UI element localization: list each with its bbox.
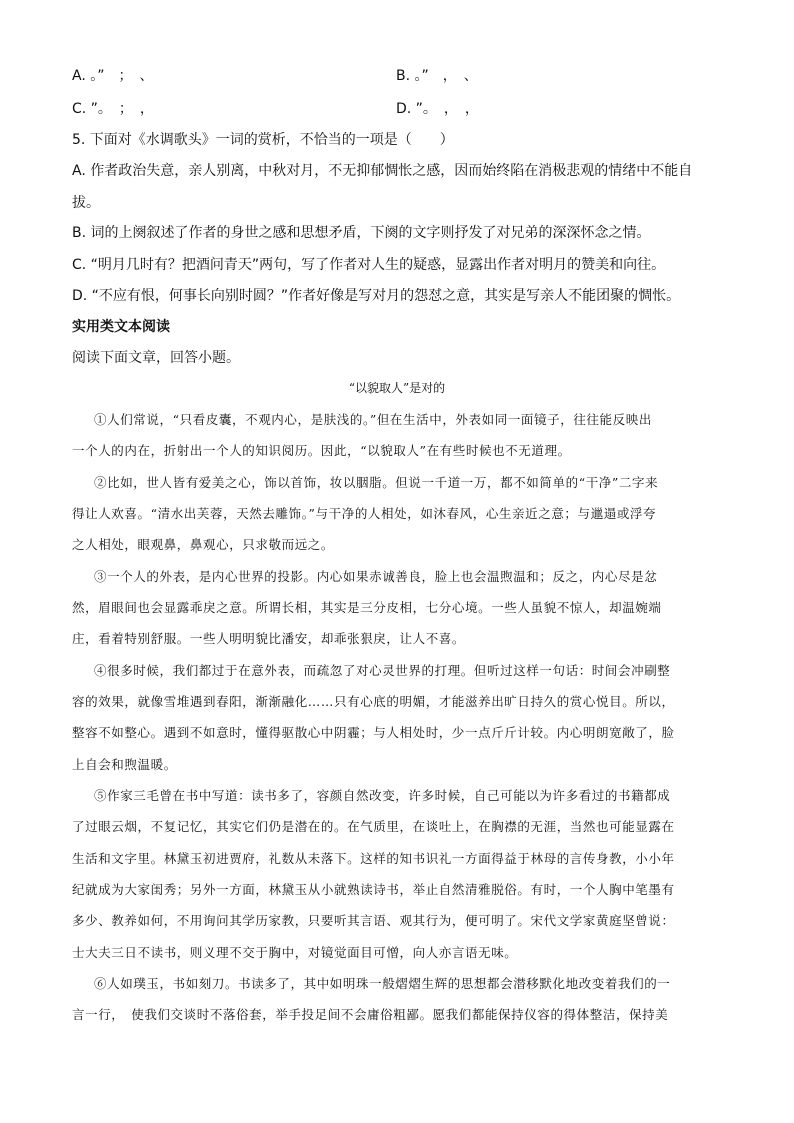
article-line: ⑥人如璞玉，书如刻刀。书读多了，其中如明珠一般熠熠生辉的思想都会潜移默化地改变着我们的一 xyxy=(94,976,671,991)
article-line: 纪就成为大家闺秀；另外一方面，林黛玉从小就熟读诗书，举止自然清雅脱俗。有时，一个人胸中笔墨有 xyxy=(72,882,675,897)
article-line: ②比如，世人皆有爱美之心，饰以首饰，妆以胭脂。但说一千道一万，都不如简单的“干净”二字来 xyxy=(94,475,659,490)
article-line: 整容不如整心。遇到不如意时，懂得驱散心中阴霾；与人相处时，少一点斤斤计较。内心明朗宽敞了，脸 xyxy=(72,725,675,740)
article-line: 一个人的内在，折射出一个人的知识阅历。因此，“以貌取人”在有些时候也不无道理。 xyxy=(72,443,571,458)
article-line: ①人们常说，“只看皮囊，不观内心，是肤浅的。”但在生活中，外表如同一面镜子，往往能反映出 xyxy=(94,412,652,427)
q5-option-a-line1[interactable]: A. 作者政治失意，亲人别离，中秋对月，不无抑郁惆怅之感，因而始终陷在消极悲观的情绪中不能自 xyxy=(72,163,693,179)
article-line: ④很多时候，我们都过于在意外表，而疏忽了对心灵世界的打理。但听过这样一句话：时间会冲刷整 xyxy=(94,663,671,678)
article-line: 了过眼云烟，不复记忆，其实它们仍是潜在的。在气质里，在谈吐上，在胸襟的无涯，当然也可能显露在 xyxy=(72,819,675,834)
section-title: 实用类文本阅读 xyxy=(72,319,170,335)
article-line: 之人相处，眼观鼻，鼻观心，只求敬而远之。 xyxy=(72,537,335,552)
section-instruction: 阅读下面文章，回答小题。 xyxy=(72,350,240,366)
option-a[interactable]: A. 。” ； 、 xyxy=(72,68,154,84)
article-line: 然，眉眼间也会显露乖戾之意。所谓长相，其实是三分皮相，七分心境。一些人虽貌不惊人，却温婉端 xyxy=(72,600,662,615)
question-5-stem: 5. 下面对《水调歌头》一词的赏析，不恰当的一项是（ ） xyxy=(72,132,454,148)
article-line: 生活和文字里。林黛玉初进贾府，礼数从未落下。这样的知书识礼一方面得益于林母的言传身教，小小年 xyxy=(72,851,675,866)
option-c[interactable]: C. ”。 ； ， xyxy=(72,101,154,117)
option-d[interactable]: D. ”。 ， ， xyxy=(396,101,479,117)
article-line: 士大夫三日不读书，则义理不交于胸中，对镜觉面目可憎，向人亦言语无味。 xyxy=(72,945,518,960)
option-b[interactable]: B. 。” ， 、 xyxy=(396,68,478,84)
article-line: 得让人欢喜。“清水出芙蓉，天然去雕饰。”与干净的人相处，如沐春风，心生亲近之意；与邋遢或浮夸 xyxy=(72,506,657,521)
article-line: 多少、教养如何，不用询问其学历家教，只要听其言语、观其行为，便可明了。宋代文学家黄庭坚曾说： xyxy=(72,913,675,928)
article-line: ③一个人的外表，是内心世界的投影。内心如果赤诚善良，脸上也会温煦温和；反之，内心尽是忿 xyxy=(94,569,658,584)
article-line: 言一行， 使我们交谈时不落俗套，举手投足间不会庸俗粗鄙。愿我们都能保持仪容的得体整洁，保持美 xyxy=(72,1007,669,1022)
article-line: 上自会和煦温暖。 xyxy=(72,757,177,772)
article-line: ⑤作家三毛曾在书中写道：读书多了，容颜自然改变，许多时候，自己可能以为许多看过的书籍都成 xyxy=(94,788,671,803)
q5-option-a-line2[interactable]: 拔。 xyxy=(72,195,100,211)
q5-option-b[interactable]: B. 词的上阕叙述了作者的身世之感和思想矛盾，下阕的文字则抒发了对兄弟的深深怀念之情。 xyxy=(72,225,651,241)
q5-option-c[interactable]: C. “明月几时有？把酒问青天”两句，写了作者对人生的疑惑，显露出作者对明月的赞美和向往。 xyxy=(72,257,666,273)
article-title: “以貌取人”是对的 xyxy=(348,381,446,395)
q5-option-d[interactable]: D. “不应有恨，何事长向别时圆？”作者好像是写对月的怨怼之意，其实是写亲人不能团聚的惆怅。 xyxy=(72,288,681,304)
article-line: 容的效果，就像雪堆遇到春阳，渐渐融化……只有心底的明媚，才能滋养出旷日持久的赏心悦目。所以， xyxy=(72,694,675,709)
article-line: 庄，看着特别舒服。一些人明明貌比潘安，却乖张狠戾，让人不喜。 xyxy=(72,631,466,646)
